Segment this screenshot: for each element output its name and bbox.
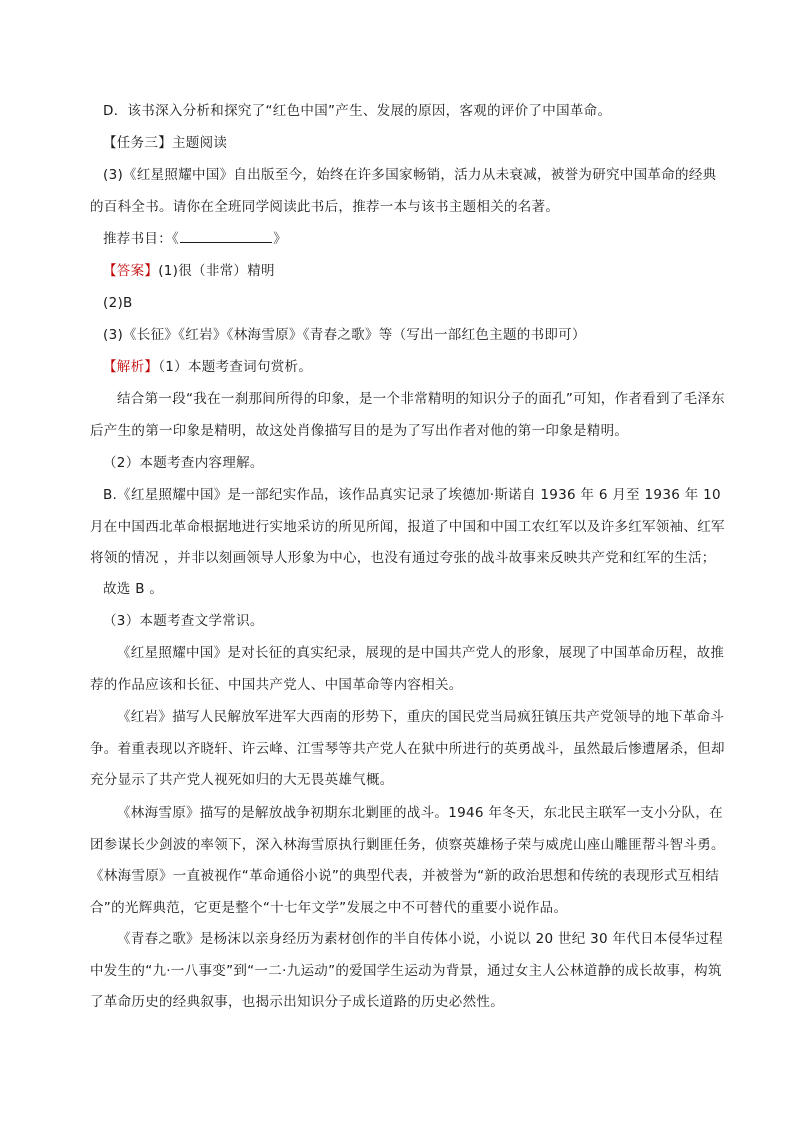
analysis-2-head: （2）本题考查内容理解。 — [103, 455, 264, 471]
recommend-blank[interactable] — [180, 228, 272, 243]
analysis-label: 【解析】 — [103, 359, 159, 375]
answer-2: (2)B — [103, 295, 133, 311]
analysis-1-body: 结合第一段“我在一刹那间所得的印象，是一个非常精明的知识分子的面孔”可知，作者看到了毛泽东后产生的第一印象是精明，故这处肖像描写目的是为了写出作者对他的第一印象是精明。 — [90, 391, 725, 439]
task3-title: 主题阅读 — [172, 135, 228, 151]
recommend-prefix: 推荐书目：《 — [103, 231, 180, 247]
analysis-3-body-1: 《红星照耀中国》是对长征的真实纪录，展现的是中国共产党人的形象，展现了中国革命历程，故推荐的作品应该和长征、中国共产党人、中国革命等内容相关。 — [90, 645, 725, 693]
answer-1: (1)很（非常）精明 — [158, 263, 275, 279]
answer-1-line — [90, 256, 730, 288]
analysis-3-head: （3）本题考查文学常识。 — [103, 613, 264, 629]
recommend-line — [90, 224, 730, 256]
analysis-1-head: （1）本题考查词句赏析。 — [158, 359, 313, 375]
task3-label: 【任务三】 — [103, 135, 172, 151]
answer-label: 【答案】 — [103, 263, 159, 279]
answer-3: (3)《长征》《红岩》《林海雪原》《青春之歌》等（写出一部红色主题的书即可） — [103, 327, 586, 343]
analysis-3-body-4: 《青春之歌》是杨沫以亲身经历为素材创作的半自传体小说，小说以 20 世纪 30 年代日本侵华过程中发生的“九·一八事变”到“一二·九运动”的爱国学生运动为背景，通过女主人公林道静的成长故事，构筑了革命历史的经典叙事，也揭示出知识分子成长道路的历史必然性。 — [90, 931, 723, 1010]
analysis-1-head-line — [90, 352, 730, 384]
question-3: (3)《红星照耀中国》自出版至今，始终在许多国家畅销，活力从未衰减，被誉为研究中国革命的经典的百科全书。请你在全班同学阅读此书后，推荐一本与该书主题相关的名著。 — [90, 167, 717, 215]
task3-heading — [90, 128, 730, 160]
analysis-3-body-3: 《林海雪原》描写的是解放战争初期东北剿匪的战斗。1946 年冬天，东北民主联军一支小分队，在团参谋长少剑波的率领下，深入林海雪原执行剿匪任务，侦察英雄杨子荣与威虎山座山雕匪帮斗智斗勇。《林海雪原》一直被视作“革命通俗小说”的典型代表，并被誉为“新的政治思想和传统的表现形式互相结合”的光辉典范，它更是整个“十七年文学”发展之中不可替代的重要小说作品。 — [90, 805, 725, 916]
analysis-2-conclusion: 故选 B 。 — [103, 581, 164, 597]
analysis-2-body: B.《红星照耀中国》是一部纪实作品，该作品真实记录了埃德加·斯诺自 1936 年 6 月至 1936 年 10 月在中国西北革命根据地进行实地采访的所见所闻，报道了中国和中国工农红军以及许多红军领袖、红军将领的情况 ，并非以刻画领导人形象为中心，也没有通过夸张的战斗故事来反映共产党和红军的生活； — [90, 487, 725, 566]
option-d: D．该书深入分析和探究了“红色中国”产生、发展的原因，客观的评价了中国革命。 — [103, 103, 612, 119]
analysis-3-body-2: 《红岩》描写人民解放军进军大西南的形势下，重庆的国民党当局疯狂镇压共产党领导的地下革命斗争。着重表现以齐晓轩、许云峰、江雪琴等共产党人在狱中所进行的英勇战斗，虽然最后惨遭屠杀，但却充分显示了共产党人视死如归的大无畏英雄气概。 — [90, 709, 725, 788]
recommend-suffix: 》 — [273, 231, 287, 247]
